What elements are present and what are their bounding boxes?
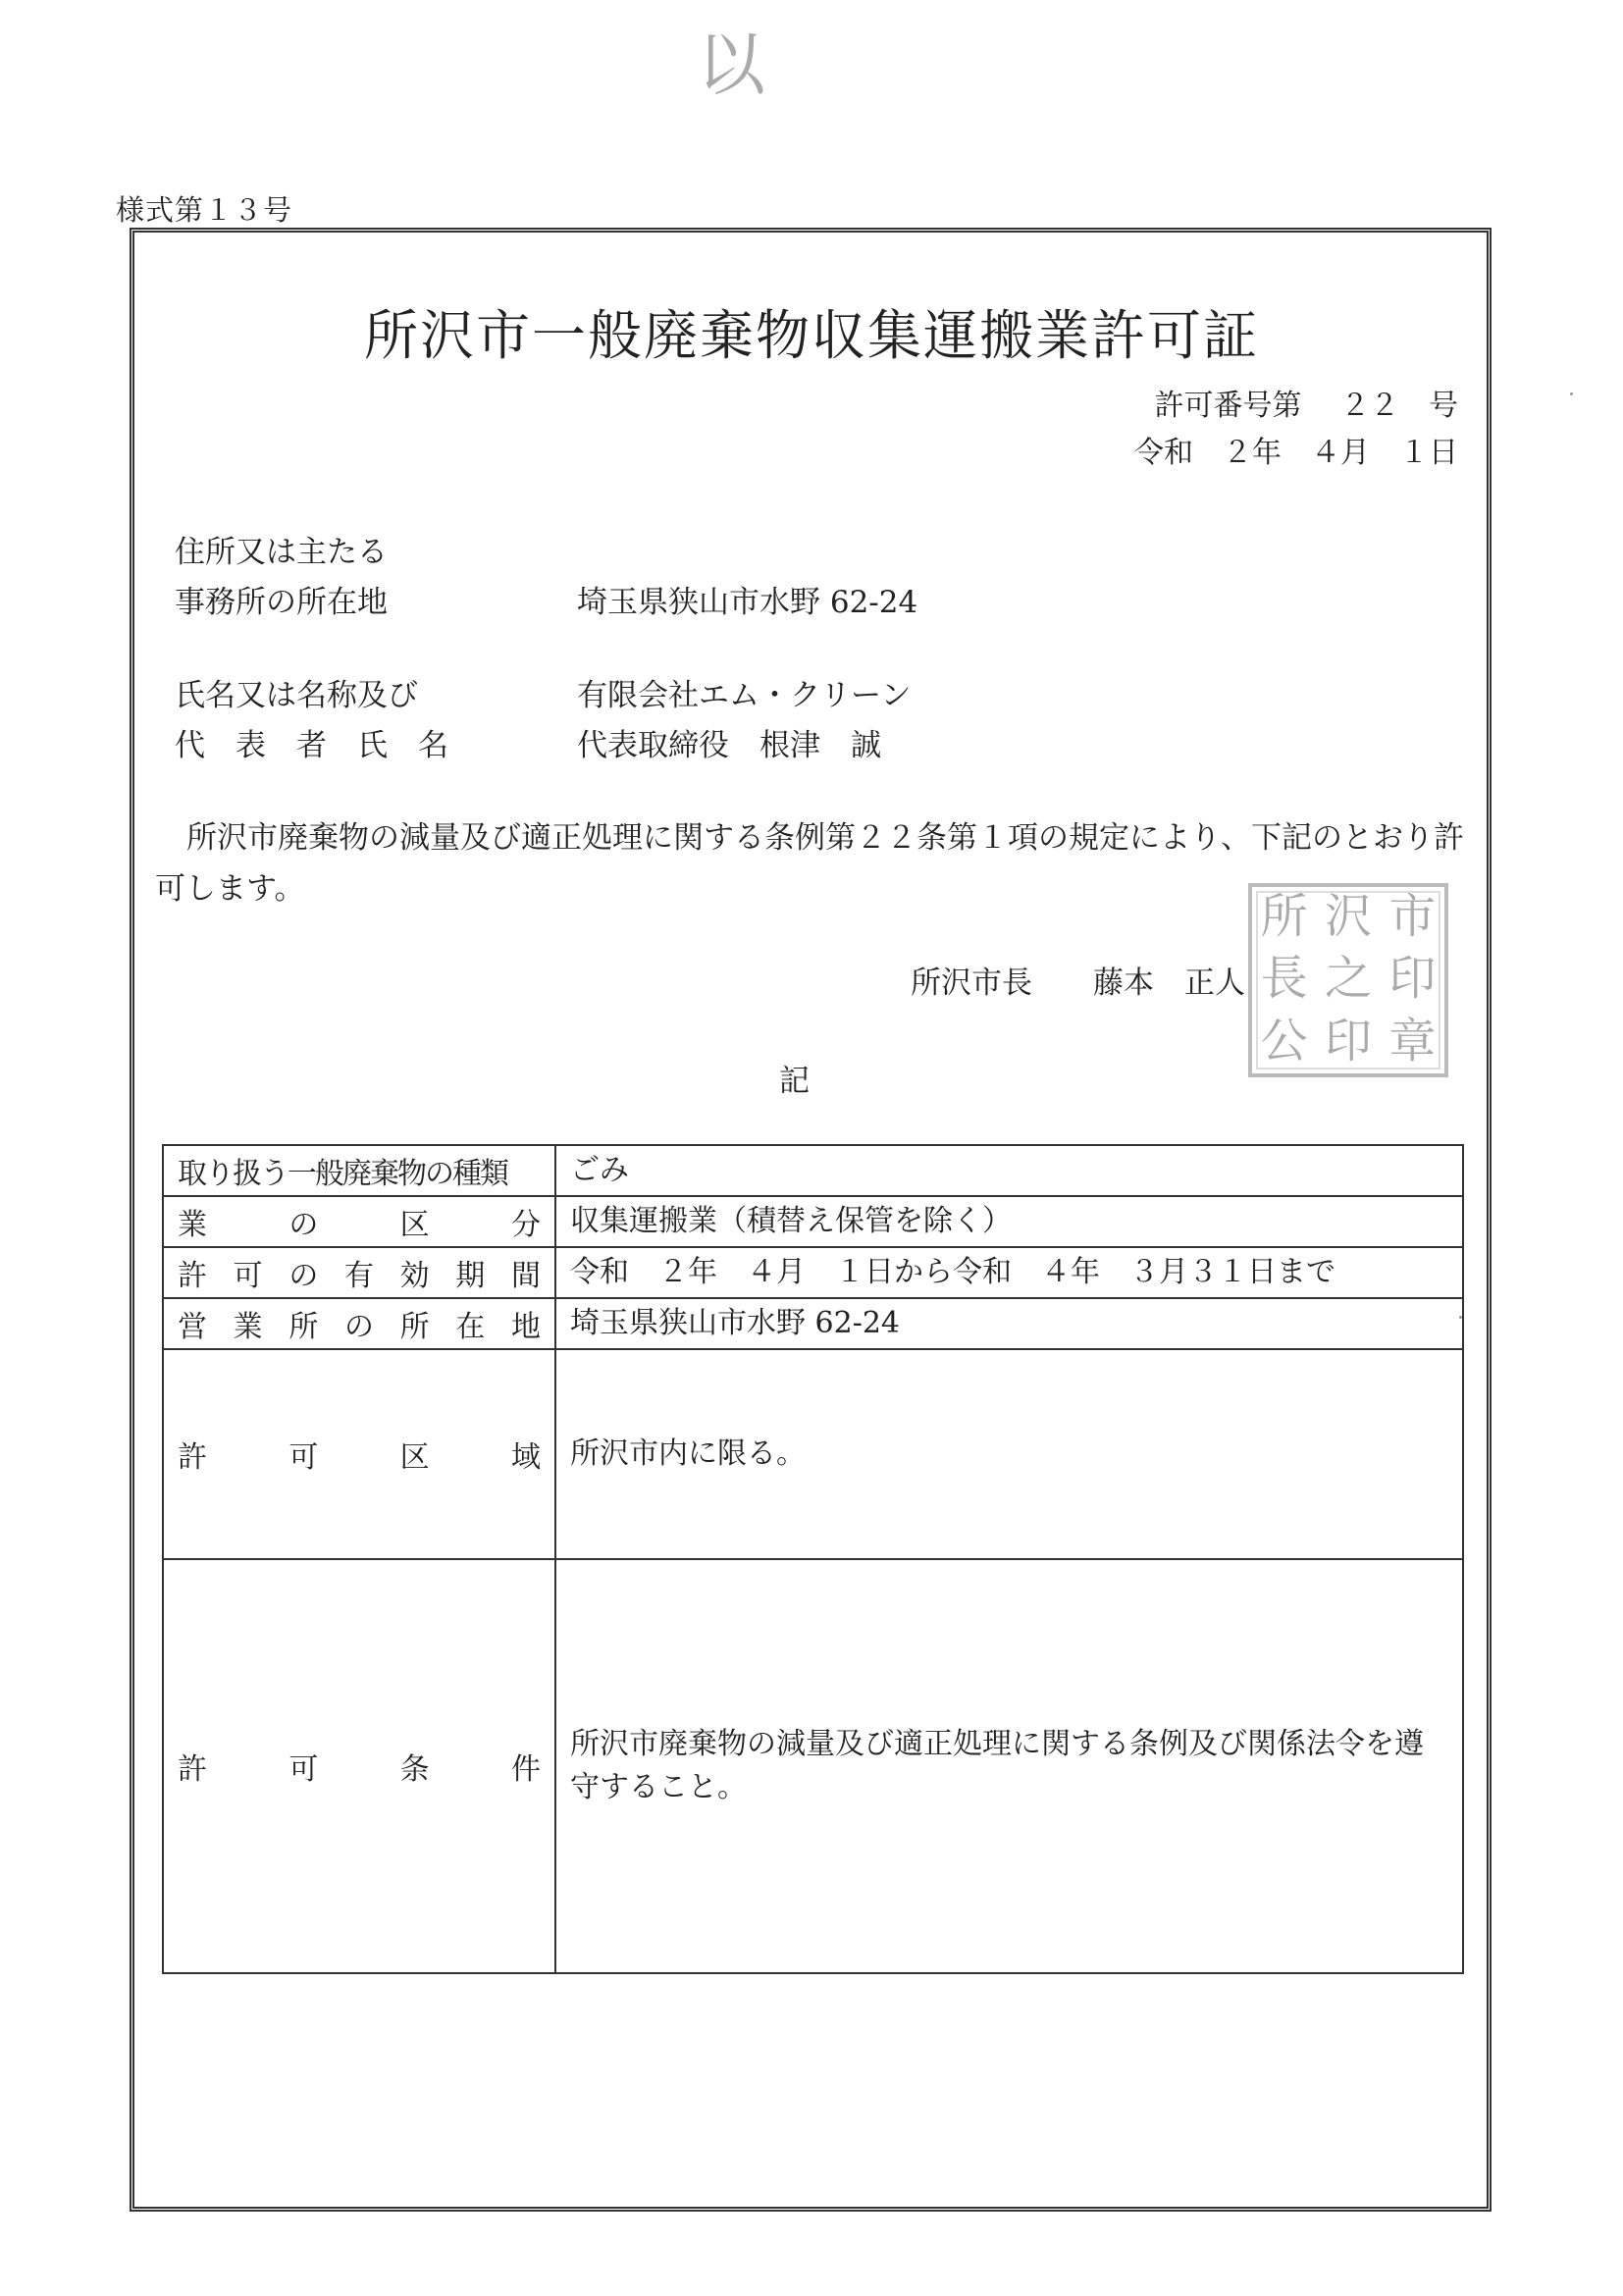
- seal-char: 所: [1260, 889, 1308, 944]
- row-label-cell: [163, 1145, 555, 1196]
- row-label: 許 可 条 件: [178, 1752, 541, 1787]
- row-label: 許 可 区 域: [178, 1440, 541, 1475]
- row-label-cell: [163, 1298, 555, 1349]
- table-row: [163, 1298, 1463, 1349]
- row-label: 営 業 所 の 所 在 地: [178, 1310, 541, 1344]
- row-value: 収集運搬業（積替え保管を除く）: [570, 1204, 1012, 1238]
- row-value: 所沢市廃棄物の減量及び適正処理に関する条例及び関係法令を遵守すること。: [570, 1727, 1424, 1804]
- ki-heading: 記: [779, 1064, 810, 1099]
- row-value: ごみ: [570, 1153, 629, 1187]
- name-label-line2: 代 表 者 氏 名: [175, 728, 448, 763]
- scan-speck: [1570, 392, 1573, 395]
- row-value-cell: [555, 1247, 1463, 1298]
- certificate-title: 所沢市一般廃棄物収集運搬業許可証: [363, 304, 1259, 367]
- table-row: [163, 1196, 1463, 1247]
- seal-char: 印: [1324, 1013, 1372, 1069]
- form-number: 様式第１３号: [116, 193, 293, 227]
- scan-speck: [1459, 1316, 1462, 1319]
- row-label: 取り扱う一般廃棄物の種類: [178, 1157, 507, 1191]
- row-value-cell: [555, 1196, 1463, 1247]
- row-value: 埼玉県狭山市水野 62-24: [570, 1306, 901, 1340]
- company-name: 有限会社エム・クリーン: [577, 678, 912, 713]
- permission-statement: 所沢市廃棄物の減量及び適正処理に関する条例第２２条第１項の規定により、下記のとおり許可します。: [155, 820, 1464, 907]
- name-label-line1: 氏名又は名称及び: [175, 678, 418, 713]
- table-row: [163, 1349, 1463, 1559]
- official-seal: [1248, 883, 1448, 1077]
- seal-char: 市: [1388, 889, 1437, 944]
- mayor-signature: 所沢市長 藤本 正人: [911, 965, 1245, 1001]
- table-row: [163, 1559, 1463, 1973]
- permit-date: 令和 ２年 ４月 １日: [1134, 436, 1458, 470]
- top-mark: 以: [697, 25, 759, 105]
- row-value-cell: [555, 1298, 1463, 1349]
- row-value: 令和 ２年 ４月 １日から令和 ４年 ３月３１日まで: [570, 1255, 1335, 1289]
- row-label-cell: [163, 1247, 555, 1298]
- row-label-cell: [163, 1196, 555, 1247]
- permit-number: 許可番号第 ２２ 号: [1154, 389, 1458, 423]
- row-label-cell: [163, 1559, 555, 1973]
- permit-details-table: [162, 1144, 1464, 1974]
- seal-char: 印: [1388, 951, 1437, 1007]
- row-label: 許 可 の 有 効 期 間: [178, 1259, 541, 1293]
- row-value: 所沢市内に限る。: [570, 1436, 806, 1471]
- row-label-cell: [163, 1349, 555, 1559]
- table-row: [163, 1145, 1463, 1196]
- row-value-cell: [555, 1349, 1463, 1559]
- address-label-line2: 事務所の所在地: [175, 585, 388, 620]
- table-row: [163, 1247, 1463, 1298]
- row-label: 業 の 区 分: [178, 1208, 541, 1242]
- seal-char: 之: [1324, 951, 1372, 1007]
- representative-name: 代表取締役 根津 誠: [577, 728, 881, 763]
- address-value: 埼玉県狭山市水野 62-24: [577, 585, 918, 620]
- address-label-line1: 住所又は主たる: [175, 535, 388, 570]
- seal-char: 公: [1260, 1013, 1308, 1069]
- seal-char: 章: [1388, 1013, 1437, 1069]
- seal-char: 沢: [1324, 889, 1372, 944]
- row-value-cell: [555, 1145, 1463, 1196]
- seal-char: 長: [1260, 951, 1308, 1007]
- row-value-cell: [555, 1559, 1463, 1973]
